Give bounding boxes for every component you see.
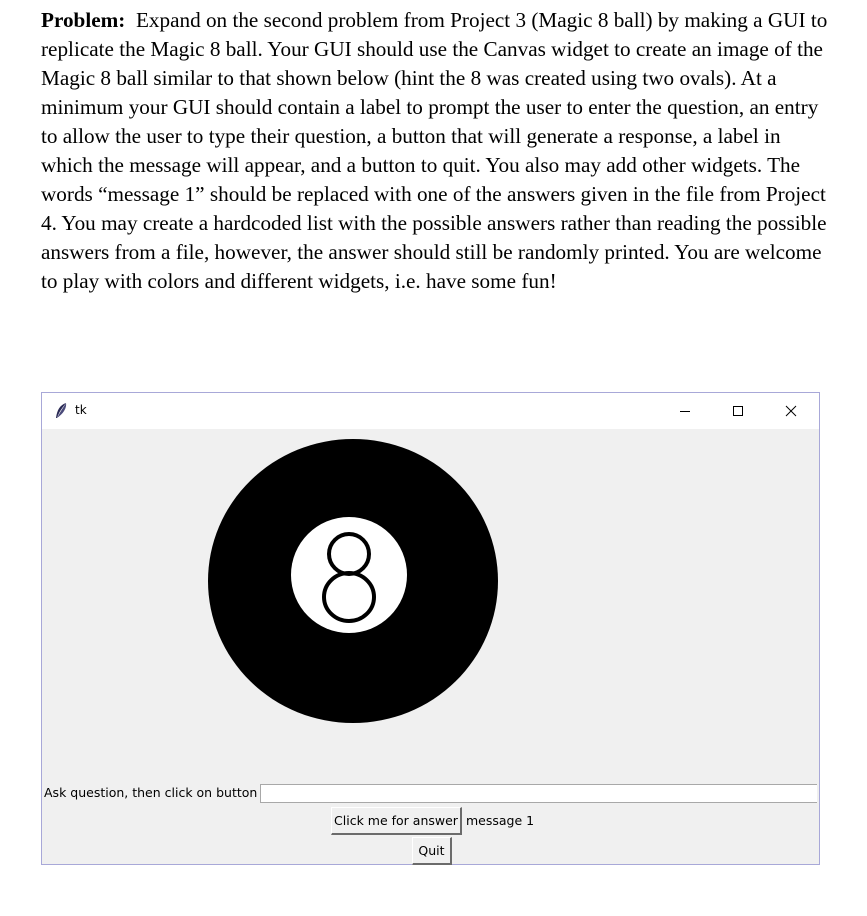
- quit-button[interactable]: Quit: [412, 837, 452, 865]
- answer-button[interactable]: Click me for answer: [331, 807, 462, 835]
- close-icon: [785, 399, 797, 423]
- question-entry[interactable]: [260, 784, 817, 803]
- title-bar: [42, 393, 819, 429]
- problem-text: Expand on the second problem from Project 3 (Magic 8 ball) by making a GUI to replicate the Magic 8 ball. Your GUI should use the Canvas widget to create an image of the Magic 8 ball similar to that shown below (hint the 8 was created using two ovals). At a minimum your GUI should contain a label to prompt the user to enter the question, an entry to allow the user to type their question, a button that will generate a response, a label in which the message will appear, and a button to quit. You also may add other widgets. The words “message 1” should be replaced with one of the answers given in the file from Project 4. You may create a hardcoded list with the possible answers rather than reading the possible answers from a file, however, the answer should still be randomly printed. You are welcome to play with colors and different widgets, i.e. have some fun!: [41, 8, 828, 293]
- problem-heading: Problem:: [41, 8, 126, 32]
- problem-statement: [41, 6, 831, 296]
- minimize-button[interactable]: [662, 399, 708, 423]
- maximize-icon: [732, 399, 744, 423]
- window-title: tk: [75, 403, 87, 417]
- maximize-button[interactable]: [715, 399, 761, 423]
- message-label: message 1: [466, 813, 535, 828]
- feather-icon: [54, 402, 68, 420]
- minimize-icon: [679, 399, 691, 423]
- tk-window: [41, 392, 820, 865]
- magic-8-ball-canvas: [208, 439, 498, 723]
- question-prompt-label: Ask question, then click on button: [44, 785, 258, 800]
- close-button[interactable]: [768, 399, 814, 423]
